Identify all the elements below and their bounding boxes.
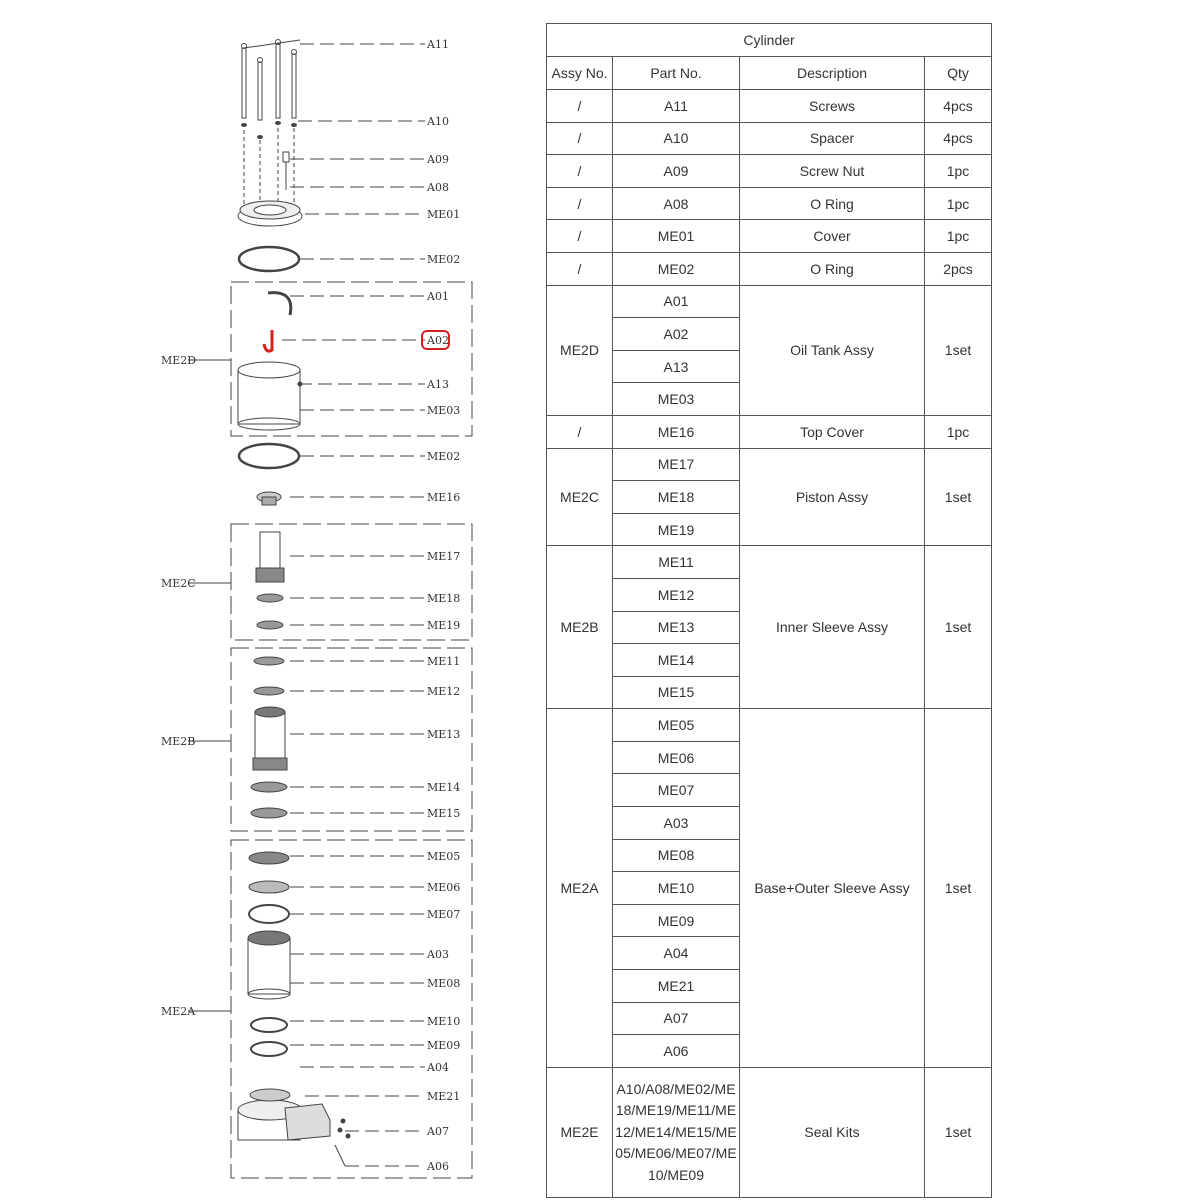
plug-icon bbox=[338, 1128, 343, 1133]
part-no-cell: ME13 bbox=[613, 611, 740, 644]
table-row bbox=[547, 155, 992, 188]
callout-label-a04: A04 bbox=[427, 1061, 449, 1074]
part-no-cell: A09 bbox=[613, 155, 740, 188]
callout-label-a01: A01 bbox=[427, 290, 449, 303]
table-row bbox=[547, 90, 992, 123]
seal-ring-icon bbox=[257, 594, 283, 602]
part-no-cell: ME05 bbox=[613, 709, 740, 742]
qty-cell: 4pcs bbox=[925, 122, 992, 155]
description-cell: Inner Sleeve Assy bbox=[740, 546, 925, 709]
description-cell: Cover bbox=[740, 220, 925, 253]
part-no-cell: A10 bbox=[613, 122, 740, 155]
callout-label-a08: A08 bbox=[427, 181, 449, 194]
qty-cell: 1pc bbox=[925, 220, 992, 253]
description-cell: Screws bbox=[740, 90, 925, 123]
callout-label-a10: A10 bbox=[427, 115, 449, 128]
part-no-cell: ME14 bbox=[613, 644, 740, 677]
assy-no-cell: / bbox=[547, 90, 613, 123]
assy-no-cell: ME2A bbox=[547, 709, 613, 1068]
part-no-cell: A02 bbox=[613, 318, 740, 351]
callout-label-me08: ME08 bbox=[427, 977, 461, 990]
screw-icon bbox=[258, 62, 262, 120]
o-ring-icon bbox=[249, 905, 289, 923]
valve-block-icon bbox=[285, 1104, 330, 1140]
table-row bbox=[547, 187, 992, 220]
inner-sleeve-base-icon bbox=[253, 758, 287, 770]
description-cell: O Ring bbox=[740, 187, 925, 220]
part-no-cell: ME01 bbox=[613, 220, 740, 253]
piston-head-icon bbox=[256, 568, 284, 582]
assy-no-cell: / bbox=[547, 252, 613, 285]
part-no-cell: ME15 bbox=[613, 676, 740, 709]
part-no-cell: ME02 bbox=[613, 252, 740, 285]
callout-label-me19: ME19 bbox=[427, 619, 461, 632]
table-title: Cylinder bbox=[547, 24, 992, 57]
part-no-cell: A13 bbox=[613, 350, 740, 383]
part-no-cell: ME11 bbox=[613, 546, 740, 579]
qty-cell: 1set bbox=[925, 448, 992, 546]
assy-no-cell: ME2D bbox=[547, 285, 613, 415]
screw-nut-icon bbox=[283, 152, 289, 162]
oil-tank-top-icon bbox=[238, 362, 300, 378]
callout-label-me15: ME15 bbox=[427, 807, 461, 820]
callout-label-me18: ME18 bbox=[427, 592, 461, 605]
assy-no-cell: ME2E bbox=[547, 1067, 613, 1197]
part-no-cell: ME07 bbox=[613, 774, 740, 807]
callout-label-me16: ME16 bbox=[427, 491, 461, 504]
part-no-cell: A06 bbox=[613, 1035, 740, 1068]
table-row bbox=[547, 709, 992, 742]
table-row bbox=[547, 252, 992, 285]
assy-no-cell: / bbox=[547, 415, 613, 448]
part-no-cell: ME18 bbox=[613, 481, 740, 514]
base-collar-icon bbox=[250, 1089, 290, 1101]
table-row bbox=[547, 546, 992, 579]
part-no-cell: A01 bbox=[613, 285, 740, 318]
parts-table bbox=[546, 23, 992, 1198]
part-no-cell: ME12 bbox=[613, 578, 740, 611]
callout-label-me10: ME10 bbox=[427, 1015, 461, 1028]
part-no-cell: A07 bbox=[613, 1002, 740, 1035]
table-row bbox=[547, 220, 992, 253]
part-no-cell: A10/A08/ME02/ME18/ME19/ME11/ME12/ME14/ME15/ME05/ME06/ME07/ME10/ME09 bbox=[613, 1067, 740, 1197]
assy-no-cell: / bbox=[547, 187, 613, 220]
table-row bbox=[547, 122, 992, 155]
qty-cell: 1pc bbox=[925, 187, 992, 220]
part-no-cell: ME16 bbox=[613, 415, 740, 448]
outer-sleeve-icon bbox=[248, 938, 290, 994]
assembly-label: ME2B bbox=[161, 735, 196, 748]
fitting-icon bbox=[298, 382, 303, 387]
oil-pipe-icon bbox=[268, 293, 291, 315]
assy-no-cell: ME2C bbox=[547, 448, 613, 546]
seal-ring-icon bbox=[249, 852, 289, 864]
part-no-cell: ME08 bbox=[613, 839, 740, 872]
callout-label-a03: A03 bbox=[427, 948, 449, 961]
part-no-cell: ME19 bbox=[613, 513, 740, 546]
description-cell: Top Cover bbox=[740, 415, 925, 448]
callout-label-me09: ME09 bbox=[427, 1039, 461, 1052]
assy-no-cell: / bbox=[547, 220, 613, 253]
plug-icon bbox=[341, 1119, 346, 1124]
seal-ring-icon bbox=[254, 657, 284, 665]
exploded-view-diagram bbox=[0, 0, 540, 1200]
assy-no-cell: ME2B bbox=[547, 546, 613, 709]
assy-no-cell: / bbox=[547, 122, 613, 155]
table-row bbox=[547, 415, 992, 448]
callout-label-a13: A13 bbox=[427, 378, 449, 391]
qty-cell: 1set bbox=[925, 546, 992, 709]
piston-rod-icon bbox=[260, 532, 280, 570]
description-cell: Screw Nut bbox=[740, 155, 925, 188]
callout-label-me01: ME01 bbox=[427, 208, 461, 221]
part-no-cell: A04 bbox=[613, 937, 740, 970]
qty-cell: 1set bbox=[925, 285, 992, 415]
inner-sleeve-top-icon bbox=[255, 707, 285, 717]
qty-cell: 2pcs bbox=[925, 252, 992, 285]
part-no-cell: ME17 bbox=[613, 448, 740, 481]
header-part-no: Part No. bbox=[613, 57, 740, 90]
header-description: Description bbox=[740, 57, 925, 90]
callout-label-me05: ME05 bbox=[427, 850, 461, 863]
seal-ring-icon bbox=[249, 881, 289, 893]
callout-pointer-line bbox=[244, 40, 300, 48]
description-cell: Base+Outer Sleeve Assy bbox=[740, 709, 925, 1068]
o-ring-icon bbox=[251, 1042, 287, 1056]
o-ring-icon bbox=[239, 247, 299, 271]
cover-hole-icon bbox=[254, 205, 286, 215]
callout-label-me03: ME03 bbox=[427, 404, 461, 417]
callout-label-me21: ME21 bbox=[427, 1090, 461, 1103]
hook-icon bbox=[264, 330, 272, 351]
callout-label-me12: ME12 bbox=[427, 685, 461, 698]
table-row bbox=[547, 285, 992, 318]
part-no-cell: A11 bbox=[613, 90, 740, 123]
description-cell: Oil Tank Assy bbox=[740, 285, 925, 415]
callout-label-a07: A07 bbox=[427, 1125, 449, 1138]
part-no-cell: ME06 bbox=[613, 741, 740, 774]
seal-ring-icon bbox=[254, 687, 284, 695]
qty-cell: 1pc bbox=[925, 415, 992, 448]
screw-icon bbox=[276, 44, 280, 118]
part-no-cell: ME09 bbox=[613, 904, 740, 937]
inner-sleeve-icon bbox=[255, 712, 285, 764]
part-no-cell: A03 bbox=[613, 807, 740, 840]
assembly-label: ME2C bbox=[161, 577, 196, 590]
callout-label-a06: A06 bbox=[427, 1160, 449, 1173]
callout-label-me11: ME11 bbox=[427, 655, 461, 668]
description-cell: O Ring bbox=[740, 252, 925, 285]
callout-label-a09: A09 bbox=[427, 153, 449, 166]
description-cell: Piston Assy bbox=[740, 448, 925, 546]
screw-icon bbox=[292, 54, 296, 118]
qty-cell: 1set bbox=[925, 709, 992, 1068]
part-no-cell: ME10 bbox=[613, 872, 740, 905]
callout-label-me17: ME17 bbox=[427, 550, 461, 563]
callout-pointer-line bbox=[335, 1145, 345, 1166]
assembly-label: ME2D bbox=[161, 354, 197, 367]
assembly-label: ME2A bbox=[161, 1005, 196, 1018]
plug-icon bbox=[346, 1134, 351, 1139]
spacer-icon bbox=[257, 135, 263, 139]
o-ring-icon bbox=[251, 1018, 287, 1032]
part-no-cell: ME03 bbox=[613, 383, 740, 416]
callout-label-a11: A11 bbox=[427, 38, 449, 51]
spacer-icon bbox=[291, 123, 297, 127]
header-qty: Qty bbox=[925, 57, 992, 90]
part-no-cell: ME21 bbox=[613, 970, 740, 1003]
spacer-icon bbox=[241, 123, 247, 127]
callout-label-me02: ME02 bbox=[427, 450, 461, 463]
screw-icon bbox=[242, 48, 246, 118]
callout-label-a02: A02 bbox=[427, 334, 449, 347]
callout-label-me06: ME06 bbox=[427, 881, 461, 894]
spacer-icon bbox=[275, 121, 281, 125]
seal-ring-icon bbox=[251, 782, 287, 792]
outer-sleeve-top-icon bbox=[248, 931, 290, 945]
table-row bbox=[547, 1067, 992, 1197]
qty-cell: 4pcs bbox=[925, 90, 992, 123]
top-cover-body-icon bbox=[262, 497, 276, 505]
part-no-cell: A08 bbox=[613, 187, 740, 220]
callout-label-me07: ME07 bbox=[427, 908, 461, 921]
table-body bbox=[547, 90, 992, 1198]
callout-label-me13: ME13 bbox=[427, 728, 461, 741]
table-row bbox=[547, 448, 992, 481]
qty-cell: 1set bbox=[925, 1067, 992, 1197]
qty-cell: 1pc bbox=[925, 155, 992, 188]
callout-label-me02: ME02 bbox=[427, 253, 461, 266]
seal-ring-icon bbox=[251, 808, 287, 818]
assy-no-cell: / bbox=[547, 155, 613, 188]
callout-label-me14: ME14 bbox=[427, 781, 461, 794]
header-assy-no: Assy No. bbox=[547, 57, 613, 90]
o-ring-icon bbox=[239, 444, 299, 468]
description-cell: Spacer bbox=[740, 122, 925, 155]
seal-ring-icon bbox=[257, 621, 283, 629]
description-cell: Seal Kits bbox=[740, 1067, 925, 1197]
